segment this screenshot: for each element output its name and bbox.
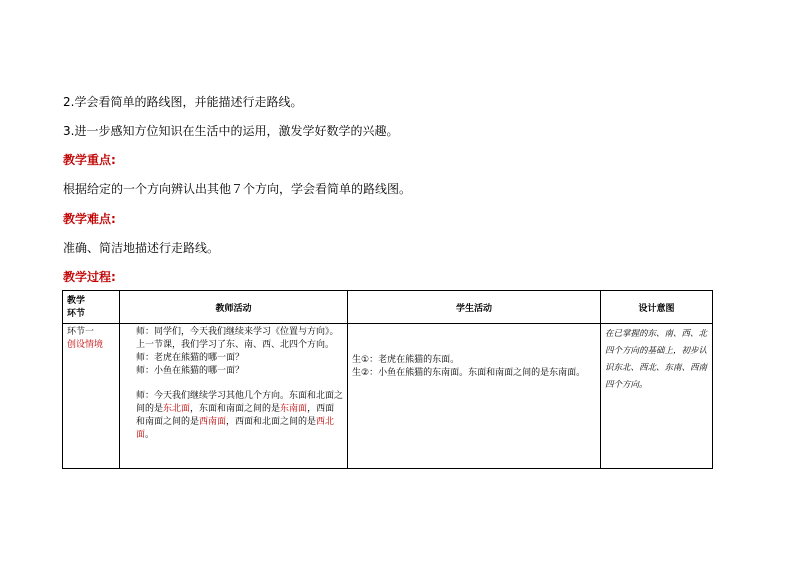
direction-northeast: 东北面 bbox=[163, 404, 191, 414]
header-design: 设计意图 bbox=[601, 291, 713, 324]
student-answer-1: 生①：老虎在熊猫的东面。 bbox=[352, 355, 460, 365]
design-cell: 在已掌握的东、南、西、北四个方向的基础上，初步认识东北、西北、东南、西南四个方向。 bbox=[601, 324, 713, 469]
teacher-cell bbox=[120, 324, 348, 469]
process-heading: 教学过程: bbox=[63, 270, 116, 284]
header-student: 学生活动 bbox=[348, 291, 601, 324]
table-row bbox=[63, 324, 713, 469]
direction-northwest: 西北面 bbox=[136, 417, 335, 440]
teacher-p3: 师：小鱼在熊猫的哪一面？ bbox=[136, 366, 245, 376]
difficulties-text: 准确、简洁地描述行走路线。 bbox=[63, 241, 220, 255]
teacher-p4-a: 师：今天我们继续学习其他几个方向。东面和北面之间的是 bbox=[136, 391, 344, 414]
teacher-p4-i: 。 bbox=[145, 430, 155, 440]
stage-name: 创设情境 bbox=[67, 340, 104, 350]
student-cell bbox=[348, 324, 601, 469]
key-points-heading: 教学重点: bbox=[63, 153, 116, 167]
stage-label: 环节一 bbox=[67, 327, 95, 337]
teacher-p4-g: ，西面和北面之间的是 bbox=[226, 417, 317, 427]
table-header-row bbox=[63, 291, 713, 324]
difficulties-heading: 教学难点: bbox=[63, 212, 116, 226]
lesson-plan-table bbox=[62, 290, 713, 469]
teacher-p4-c: ，东面和南面之间的是 bbox=[190, 404, 281, 414]
header-stage-line2: 环节 bbox=[67, 309, 86, 319]
student-answer-2: 生②：小鱼在熊猫的东南面。东面和南面之间的是东南面。 bbox=[352, 368, 586, 378]
direction-southeast: 东南面 bbox=[280, 404, 308, 414]
teacher-p2: 师：老虎在熊猫的哪一面？ bbox=[136, 353, 245, 363]
teacher-p4 bbox=[124, 390, 343, 442]
direction-southwest: 西南面 bbox=[199, 417, 227, 427]
objective-2: 2.学会看简单的路线图，并能描述行走路线。 bbox=[63, 95, 303, 109]
header-stage-line1: 教学 bbox=[67, 296, 86, 306]
header-stage bbox=[63, 291, 120, 324]
teacher-p1: 师：同学们，今天我们继续来学习《位置与方向》。上一节课，我们学习了东、南、西、北四个方向。 bbox=[136, 327, 339, 350]
teacher-p4-e: ，西面和南面之间的是 bbox=[136, 404, 335, 427]
stage-cell bbox=[63, 324, 120, 469]
header-teacher: 教师活动 bbox=[120, 291, 348, 324]
key-points-text: 根据给定的一个方向辨认出其他７个方向，学会看简单的路线图。 bbox=[63, 182, 412, 196]
objective-3: 3.进一步感知方位知识在生活中的运用，激发学好数学的兴趣。 bbox=[63, 124, 399, 138]
